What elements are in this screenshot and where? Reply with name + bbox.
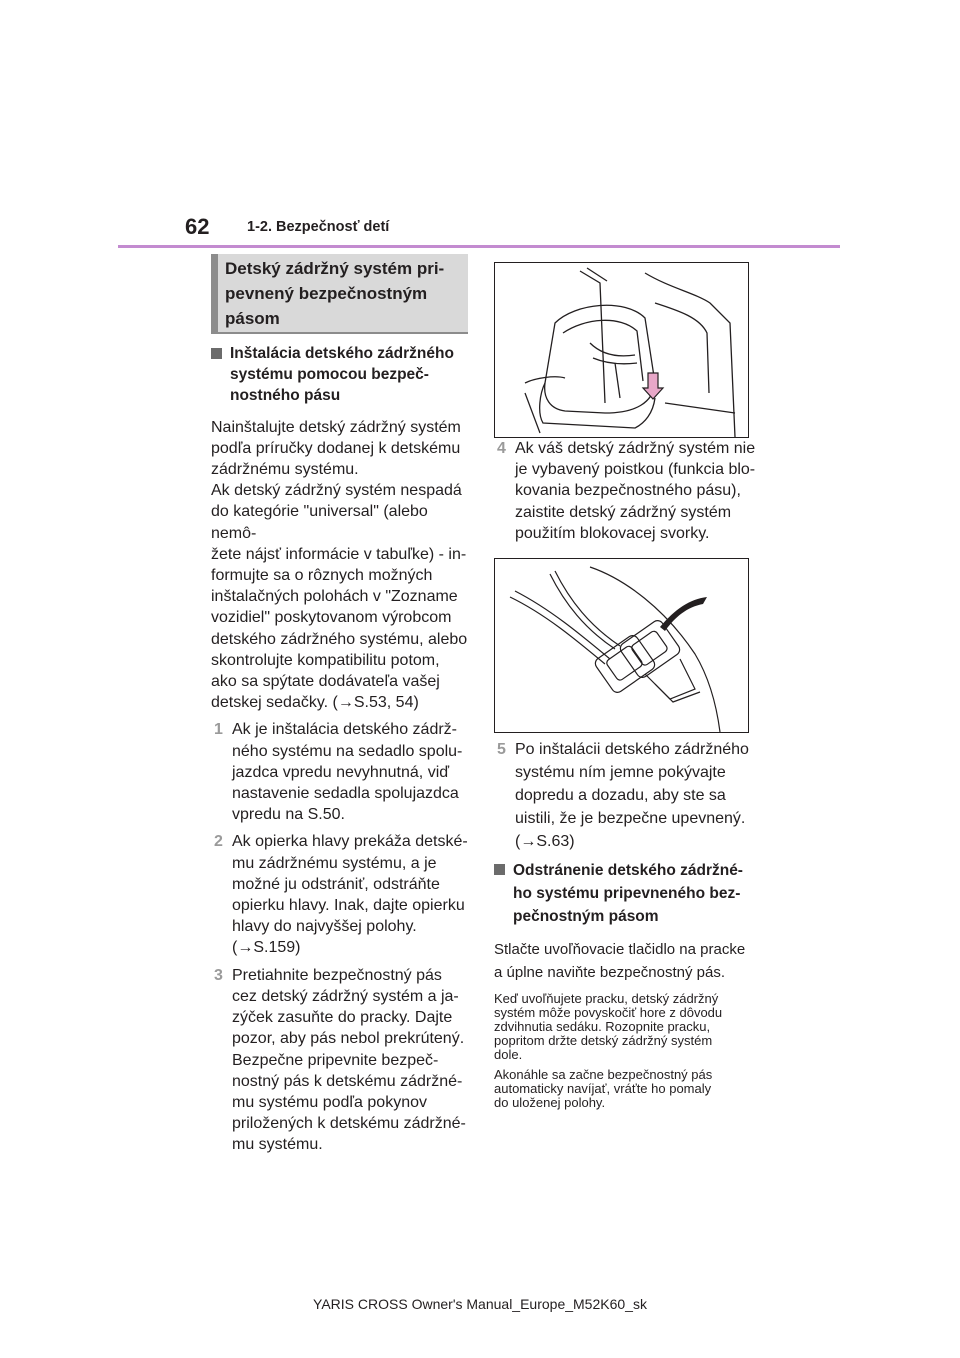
step-3 — [211, 965, 473, 1156]
text-line: Ak je inštalácia detského zádrž- — [232, 721, 457, 739]
text-line: zýček zasuňte do pracky. Dajte — [232, 1009, 453, 1027]
text-line: Po inštalácii detského zádržného — [515, 741, 749, 759]
install-intro — [211, 417, 473, 714]
subheading-line: pečnostným pásom — [513, 908, 659, 926]
text-line: detskej sedačky. (→S.53, 54) — [211, 694, 419, 712]
text-line: Nainštalujte detský zádržný systém — [211, 418, 461, 436]
text-line: vpredu na S.50. — [232, 806, 345, 824]
text-line: do uloženej polohy. — [494, 1095, 606, 1111]
child-seat-illustration — [494, 262, 749, 438]
install-subheading — [211, 343, 473, 407]
text-line: kovania bezpečnostného pásu), — [515, 482, 741, 500]
step-number: 4 — [497, 440, 506, 457]
step-1 — [211, 719, 473, 825]
text-line: ako sa spýtate dodávateľa vašej — [211, 673, 440, 691]
footer-manual-id: YARIS CROSS Owner's Manual_Europe_M52K60_sk — [313, 1296, 647, 1312]
text-line: automaticky navíjať, vráťte ho pomaly — [494, 1081, 712, 1097]
text-line: inštalačných polohách v "Zozname — [211, 588, 458, 606]
removal-subheading — [494, 859, 756, 928]
text-line: Bezpečne pripevnite bezpeč- — [232, 1051, 439, 1069]
text-line: nastavenie sedadla spolujazdca — [232, 785, 459, 803]
text-line: jazdca vpredu nevyhnutná, viď — [232, 763, 450, 781]
text-line: mu zádržnému systému, a je — [232, 854, 437, 872]
subheading-line: nostného pásu — [230, 387, 341, 405]
header-rule — [118, 245, 840, 248]
left-column — [211, 343, 473, 1162]
text-line: skontrolujte kompatibilitu potom, — [211, 651, 440, 669]
text-line: cez detský zádržný systém a ja- — [232, 987, 459, 1005]
text-line: Keď uvoľňujete pracku, detský zádržný — [494, 991, 719, 1007]
step-5 — [494, 738, 756, 853]
text-line: (→S.159) — [232, 939, 301, 957]
step-number: 5 — [497, 741, 506, 759]
step-2 — [211, 831, 473, 958]
text-line: žete nájsť informácie v tabuľke) - in- — [211, 545, 467, 563]
text-line: Ak opierka hlavy prekáža detské- — [232, 833, 468, 851]
step-number: 3 — [214, 966, 223, 984]
heading-box — [211, 254, 468, 334]
subheading-line: Inštalácia detského zádržného — [230, 345, 454, 362]
text-line: (→S.63) — [515, 833, 575, 851]
pink-arrow-icon — [643, 373, 663, 399]
text-line: formujte sa o rôznych možných — [211, 567, 433, 585]
step-number: 2 — [214, 833, 223, 851]
step-number: 1 — [214, 721, 223, 739]
text-line: možné ju odstrániť, odstráňte — [232, 875, 440, 893]
text-line: popritom držte detský zádržný systém — [494, 1033, 713, 1049]
heading-line: pásom — [225, 309, 280, 328]
heading-line: pevnený bezpečnostným — [225, 284, 428, 303]
illustration-spacer — [494, 550, 756, 738]
text-line: mu systému podľa pokynov — [232, 1093, 427, 1111]
text-line: Ak detský zádržný systém nespadá — [211, 482, 462, 500]
text-line: opierku hlavy. Inak, dajte opierku — [232, 897, 465, 915]
removal-note-1 — [494, 992, 756, 1062]
section-title: 1-2. Bezpečnosť detí — [247, 219, 390, 235]
text-line: použitím blokovacej svorky. — [515, 524, 710, 542]
page-number: 62 — [185, 214, 210, 239]
square-bullet-icon — [494, 864, 505, 875]
text-line: systému ním jemne pokývajte — [515, 764, 726, 782]
text-line: systém môže povyskočiť hore z dôvodu — [494, 1005, 723, 1021]
square-bullet-icon — [211, 348, 222, 359]
removal-text — [494, 938, 756, 984]
text-line: nostný pás k detskému zádržné- — [232, 1072, 463, 1090]
heading-line: Detský zádržný systém pri- — [225, 259, 445, 278]
child-seat-drawing — [495, 263, 748, 437]
text-line: podľa príručky dodanej k detskému — [211, 439, 461, 457]
text-line: zaistite detský zádržný systém — [515, 503, 732, 521]
text-line: hlavy do najvyššej polohy. — [232, 918, 417, 936]
text-line: uistili, že je bezpečne upevnený. — [515, 810, 746, 828]
right-column — [494, 438, 756, 1116]
text-line: Ak váš detský zádržný systém nie — [515, 440, 756, 457]
text-line: do kategórie "universal" (alebo nemô- — [211, 503, 428, 542]
text-line: dopredu a dozadu, aby ste sa — [515, 787, 726, 805]
step-4 — [494, 438, 756, 544]
text-line: vozidiel" poskytovanom výrobcom — [211, 609, 452, 627]
text-line: ného systému na sedadlo spolu- — [232, 742, 463, 760]
text-line: pozor, aby pás nebol prekrútený. — [232, 1030, 465, 1048]
text-line: Akonáhle sa začne bezpečnostný pás — [494, 1067, 713, 1083]
text-line: Pretiahnite bezpečnostný pás — [232, 966, 442, 984]
text-line: priložených k detskému zádržné- — [232, 1115, 466, 1133]
removal-note-2 — [494, 1068, 756, 1110]
text-line: detského zádržného systému, alebo — [211, 630, 468, 648]
text-line: je vybavený poistkou (funkcia blo- — [515, 461, 756, 479]
text-line: zdvihnutia sedáku. Rozopnite pracku, — [494, 1019, 711, 1035]
text-line: a úplne naviňte bezpečnostný pás. — [494, 964, 725, 982]
subheading-line: ho systému pripevneného bez- — [513, 885, 741, 903]
subheading-line: Odstránenie detského zádržné- — [513, 862, 743, 880]
text-line: Stlačte uvoľňovacie tlačidlo na pracke — [494, 941, 746, 959]
text-line: dole. — [494, 1047, 523, 1063]
text-line: zádržnému systému. — [211, 461, 359, 479]
text-line: mu systému. — [232, 1136, 323, 1154]
subheading-line: systému pomocou bezpeč- — [230, 366, 429, 384]
